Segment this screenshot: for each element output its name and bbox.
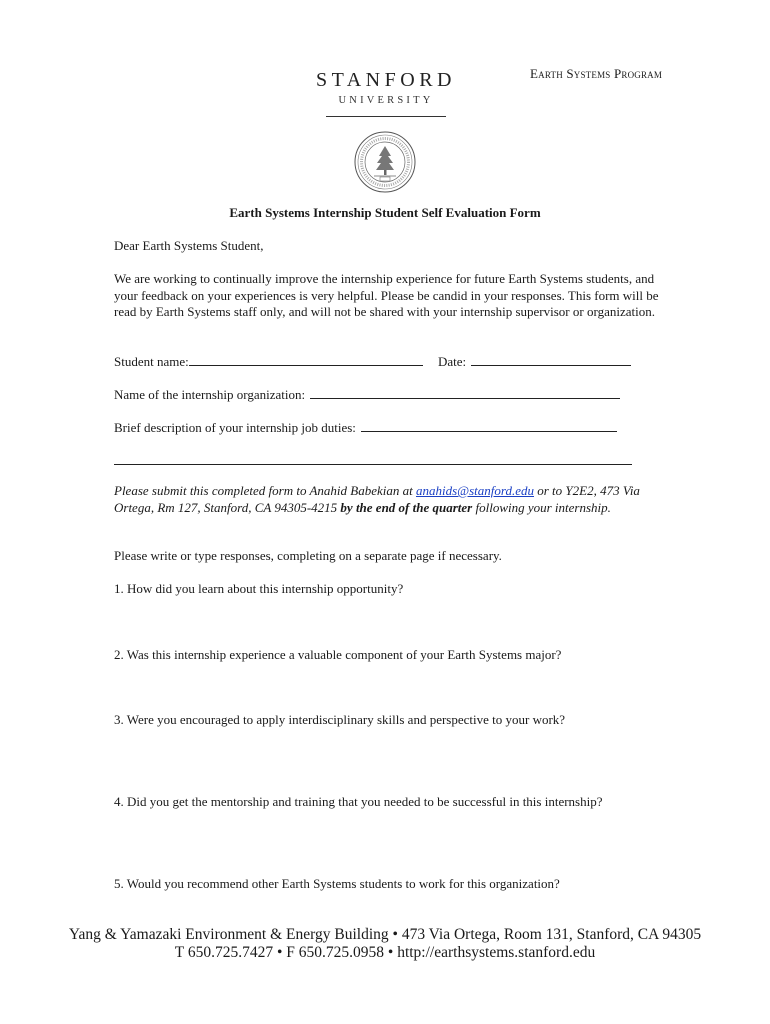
submit-instructions bbox=[114, 483, 654, 516]
footer-contact: T 650.725.7427 • F 650.725.0958 • http://earthsystems.stanford.edu bbox=[174, 944, 596, 961]
submit-suffix: following your internship. bbox=[475, 499, 611, 515]
submit-deadline: by the end of the quarter bbox=[340, 499, 473, 515]
date-field[interactable] bbox=[471, 352, 631, 366]
question-2: 2. Was this internship experience a valuable component of your Earth Systems major? bbox=[114, 647, 562, 662]
duties-field[interactable] bbox=[361, 418, 617, 432]
greeting: Dear Earth Systems Student, bbox=[114, 238, 264, 253]
student-name-field[interactable] bbox=[189, 352, 423, 366]
submit-prefix: Please submit this completed form to Anahid Babekian at bbox=[114, 483, 413, 498]
duties-field-line-2[interactable] bbox=[114, 464, 632, 465]
question-5: 5. Would you recommend other Earth Systems students to work for this organization? bbox=[114, 876, 560, 891]
question-4: 4. Did you get the mentorship and training that you needed to be successful in this internship? bbox=[114, 794, 603, 809]
email-link[interactable]: anahids@stanford.edu bbox=[415, 483, 534, 498]
wordmark-rule bbox=[326, 116, 446, 117]
organization-label: Name of the internship organization: bbox=[114, 387, 306, 402]
date-label: Date: bbox=[438, 354, 467, 369]
footer-address: Yang & Yamazaki Environment & Energy Building • 473 Via Ortega, Room 131, Stanford, CA 94305 bbox=[68, 926, 702, 943]
university-seal-icon bbox=[354, 131, 416, 193]
duties-row bbox=[114, 418, 617, 437]
question-1: 1. How did you learn about this internship opportunity? bbox=[114, 581, 404, 596]
stanford-wordmark bbox=[300, 68, 472, 106]
wordmark-sub: UNIVERSITY bbox=[338, 95, 434, 106]
response-instructions: Please write or type responses, completing on a separate page if necessary. bbox=[114, 548, 502, 563]
form-title: Earth Systems Internship Student Self Evaluation Form bbox=[229, 205, 541, 220]
wordmark-main: STANFORD bbox=[316, 69, 456, 91]
student-name-row bbox=[114, 352, 423, 371]
duties-label: Brief description of your internship job duties: bbox=[114, 420, 356, 435]
date-row bbox=[438, 352, 631, 371]
organization-row bbox=[114, 385, 620, 404]
program-name: Earth Systems Program bbox=[530, 66, 663, 81]
student-name-label: Student name: bbox=[114, 354, 189, 369]
submit-middle: or to Y2E2, 473 Via Ortega, Rm 127, Stanford, CA 94305-4215 bbox=[114, 483, 640, 515]
question-3: 3. Were you encouraged to apply interdisciplinary skills and perspective to your work? bbox=[114, 712, 566, 727]
intro-paragraph: We are working to continually improve the internship experience for future Earth Systems students, and your feedback on your experiences is very helpful. Please be candid in your responses. This form will be read by Earth Systems staff only, and will not be shared with your internship supervisor or organization. bbox=[114, 271, 659, 319]
organization-field[interactable] bbox=[310, 385, 620, 399]
